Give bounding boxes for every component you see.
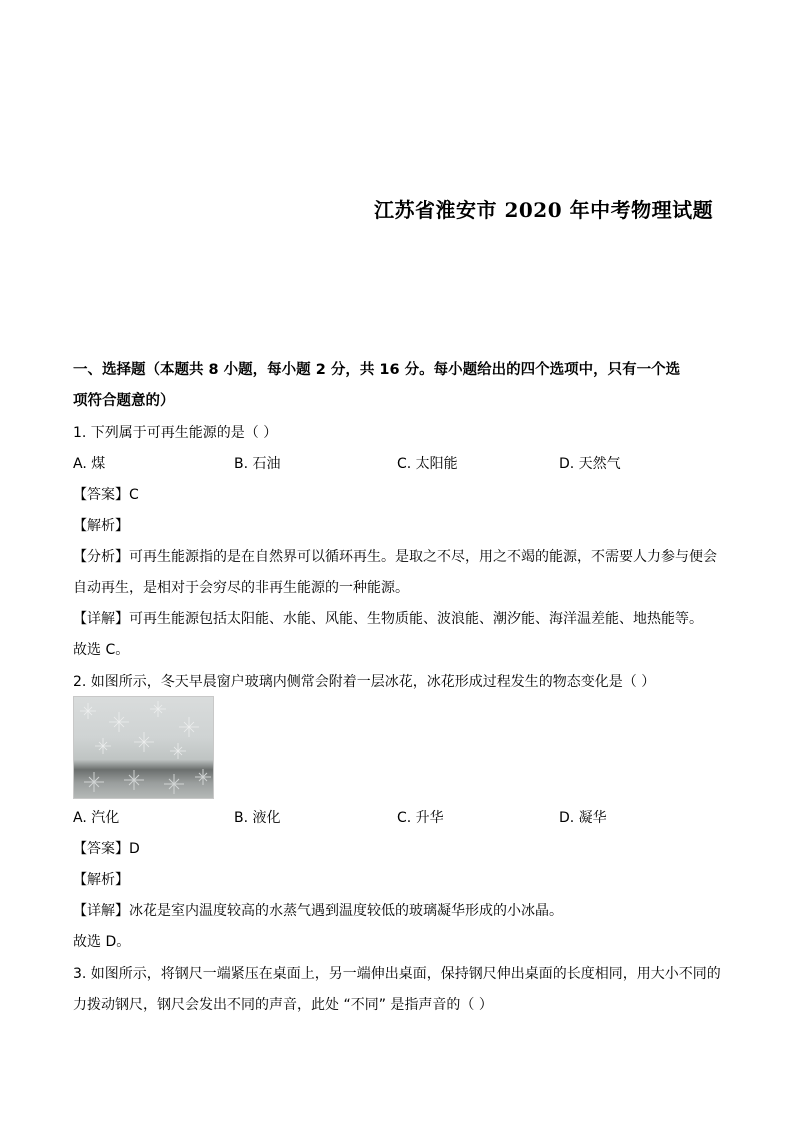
q1-analysis-label: 【解析】 bbox=[73, 518, 129, 534]
q1-option-b: B. 石油 bbox=[234, 456, 281, 472]
ice-flower-photo bbox=[73, 696, 214, 799]
q3-stem-line1: 3. 如图所示，将钢尺一端紧压在桌面上，另一端伸出桌面，保持钢尺伸出桌面的长度相同，用大小不同的 bbox=[73, 966, 721, 982]
q1-option-c: C. 太阳能 bbox=[397, 456, 458, 472]
q1-option-a: A. 煤 bbox=[73, 456, 106, 472]
section-heading-line1: 一、选择题（本题共 8 小题，每小题 2 分，共 16 分。每小题给出的四个选项中，只有一个选 bbox=[73, 362, 681, 378]
section-heading-line2: 项符合题意的） bbox=[73, 393, 175, 409]
q2-detail: 【详解】冰花是室内温度较高的水蒸气遇到温度较低的玻璃凝华形成的小冰晶。 bbox=[73, 903, 563, 919]
q1-stem: 1. 下列属于可再生能源的是（ ） bbox=[73, 425, 278, 441]
q2-option-a: A. 汽化 bbox=[73, 810, 120, 826]
q1-conclusion: 故选 C。 bbox=[73, 642, 130, 658]
q1-analysis-line1: 【分析】可再生能源指的是在自然界可以循环再生。是取之不尽，用之不竭的能源，不需要人力参与便会 bbox=[73, 549, 717, 565]
q2-stem: 2. 如图所示，冬天早晨窗户玻璃内侧常会附着一层冰花，冰花形成过程发生的物态变化是（ ） bbox=[73, 674, 656, 690]
exam-title: 江苏省淮安市 2020 年中考物理试题 bbox=[374, 198, 714, 222]
q2-answer: 【答案】D bbox=[73, 841, 140, 857]
q1-detail: 【详解】可再生能源包括太阳能、水能、风能、生物质能、波浪能、潮汐能、海洋温差能、地热能等。 bbox=[73, 611, 703, 627]
q1-answer: 【答案】C bbox=[73, 487, 139, 503]
q1-analysis-line2: 自动再生，是相对于会穷尽的非再生能源的一种能源。 bbox=[73, 580, 409, 596]
q2-option-c: C. 升华 bbox=[397, 810, 444, 826]
q2-option-d: D. 凝华 bbox=[559, 810, 607, 826]
q2-analysis-label: 【解析】 bbox=[73, 872, 129, 888]
q2-option-b: B. 液化 bbox=[234, 810, 281, 826]
q1-option-d: D. 天然气 bbox=[559, 456, 621, 472]
q3-stem-line2: 力拨动钢尺，钢尺会发出不同的声音，此处 “不同” 是指声音的（ ） bbox=[73, 997, 493, 1013]
q2-conclusion: 故选 D。 bbox=[73, 934, 131, 950]
